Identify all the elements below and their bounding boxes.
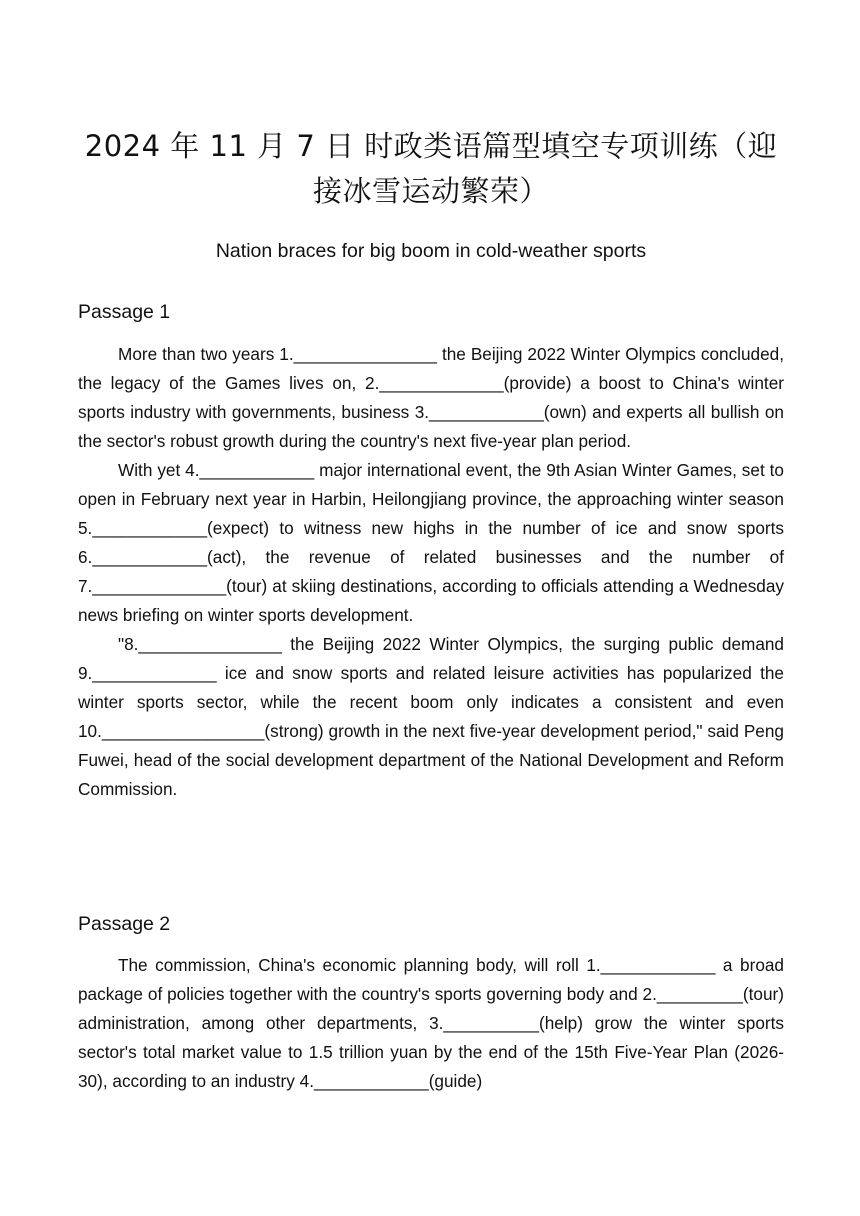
- passage-1-body: [78, 340, 784, 804]
- passage-1-paragraph-1: More than two years 1._______________ the Beijing 2022 Winter Olympics concluded, the legacy of the Games lives on, 2._____________(provide) a boost to China's winter sports industry with governments, business 3.____________(own) and experts all bullish on the sector's robust growth during the country's next five-year plan period.: [78, 344, 784, 451]
- passage-1-heading: Passage 1: [78, 301, 171, 323]
- document-subtitle: Nation braces for big boom in cold-weather sports: [215, 240, 647, 262]
- passage-1-paragraph-2: With yet 4.____________ major international event, the 9th Asian Winter Games, set to open in February next year in Harbin, Heilongjiang province, the approaching winter season 5.____________(expect) to witness new highs in the number of ice and snow sports 6.____________(act), the revenue of related businesses and the number of 7.______________(tour) at skiing destinations, according to officials attending a Wednesday news briefing on winter sports development.: [78, 460, 784, 625]
- document-title: 2024 年 11 月 7 日 时政类语篇型填空专项训练（迎接冰雪运动繁荣）: [84, 129, 778, 208]
- passage-2-paragraph-1: The commission, China's economic planning body, will roll 1.____________ a broad package of policies together with the country's sports governing body and 2._________(tour) administration, among other departments, 3.__________(help) grow the winter sports sector's total market value to 1.5 trillion yuan by the end of the 15th Five-Year Plan (2026-30), according to an industry 4.____________(guide): [78, 955, 784, 1091]
- passage-2-heading: Passage 2: [78, 913, 171, 935]
- passage-1-paragraph-3: "8._______________ the Beijing 2022 Winter Olympics, the surging public demand 9._____________ ice and snow sports and related leisure activities has popularized the winter sports sector, while the recent boom only indicates a consistent and even 10._________________(strong) growth in the next five-year development period," said Peng Fuwei, head of the social development department of the National Development and Reform Commission.: [78, 634, 784, 799]
- passage-2-body: [78, 951, 784, 1096]
